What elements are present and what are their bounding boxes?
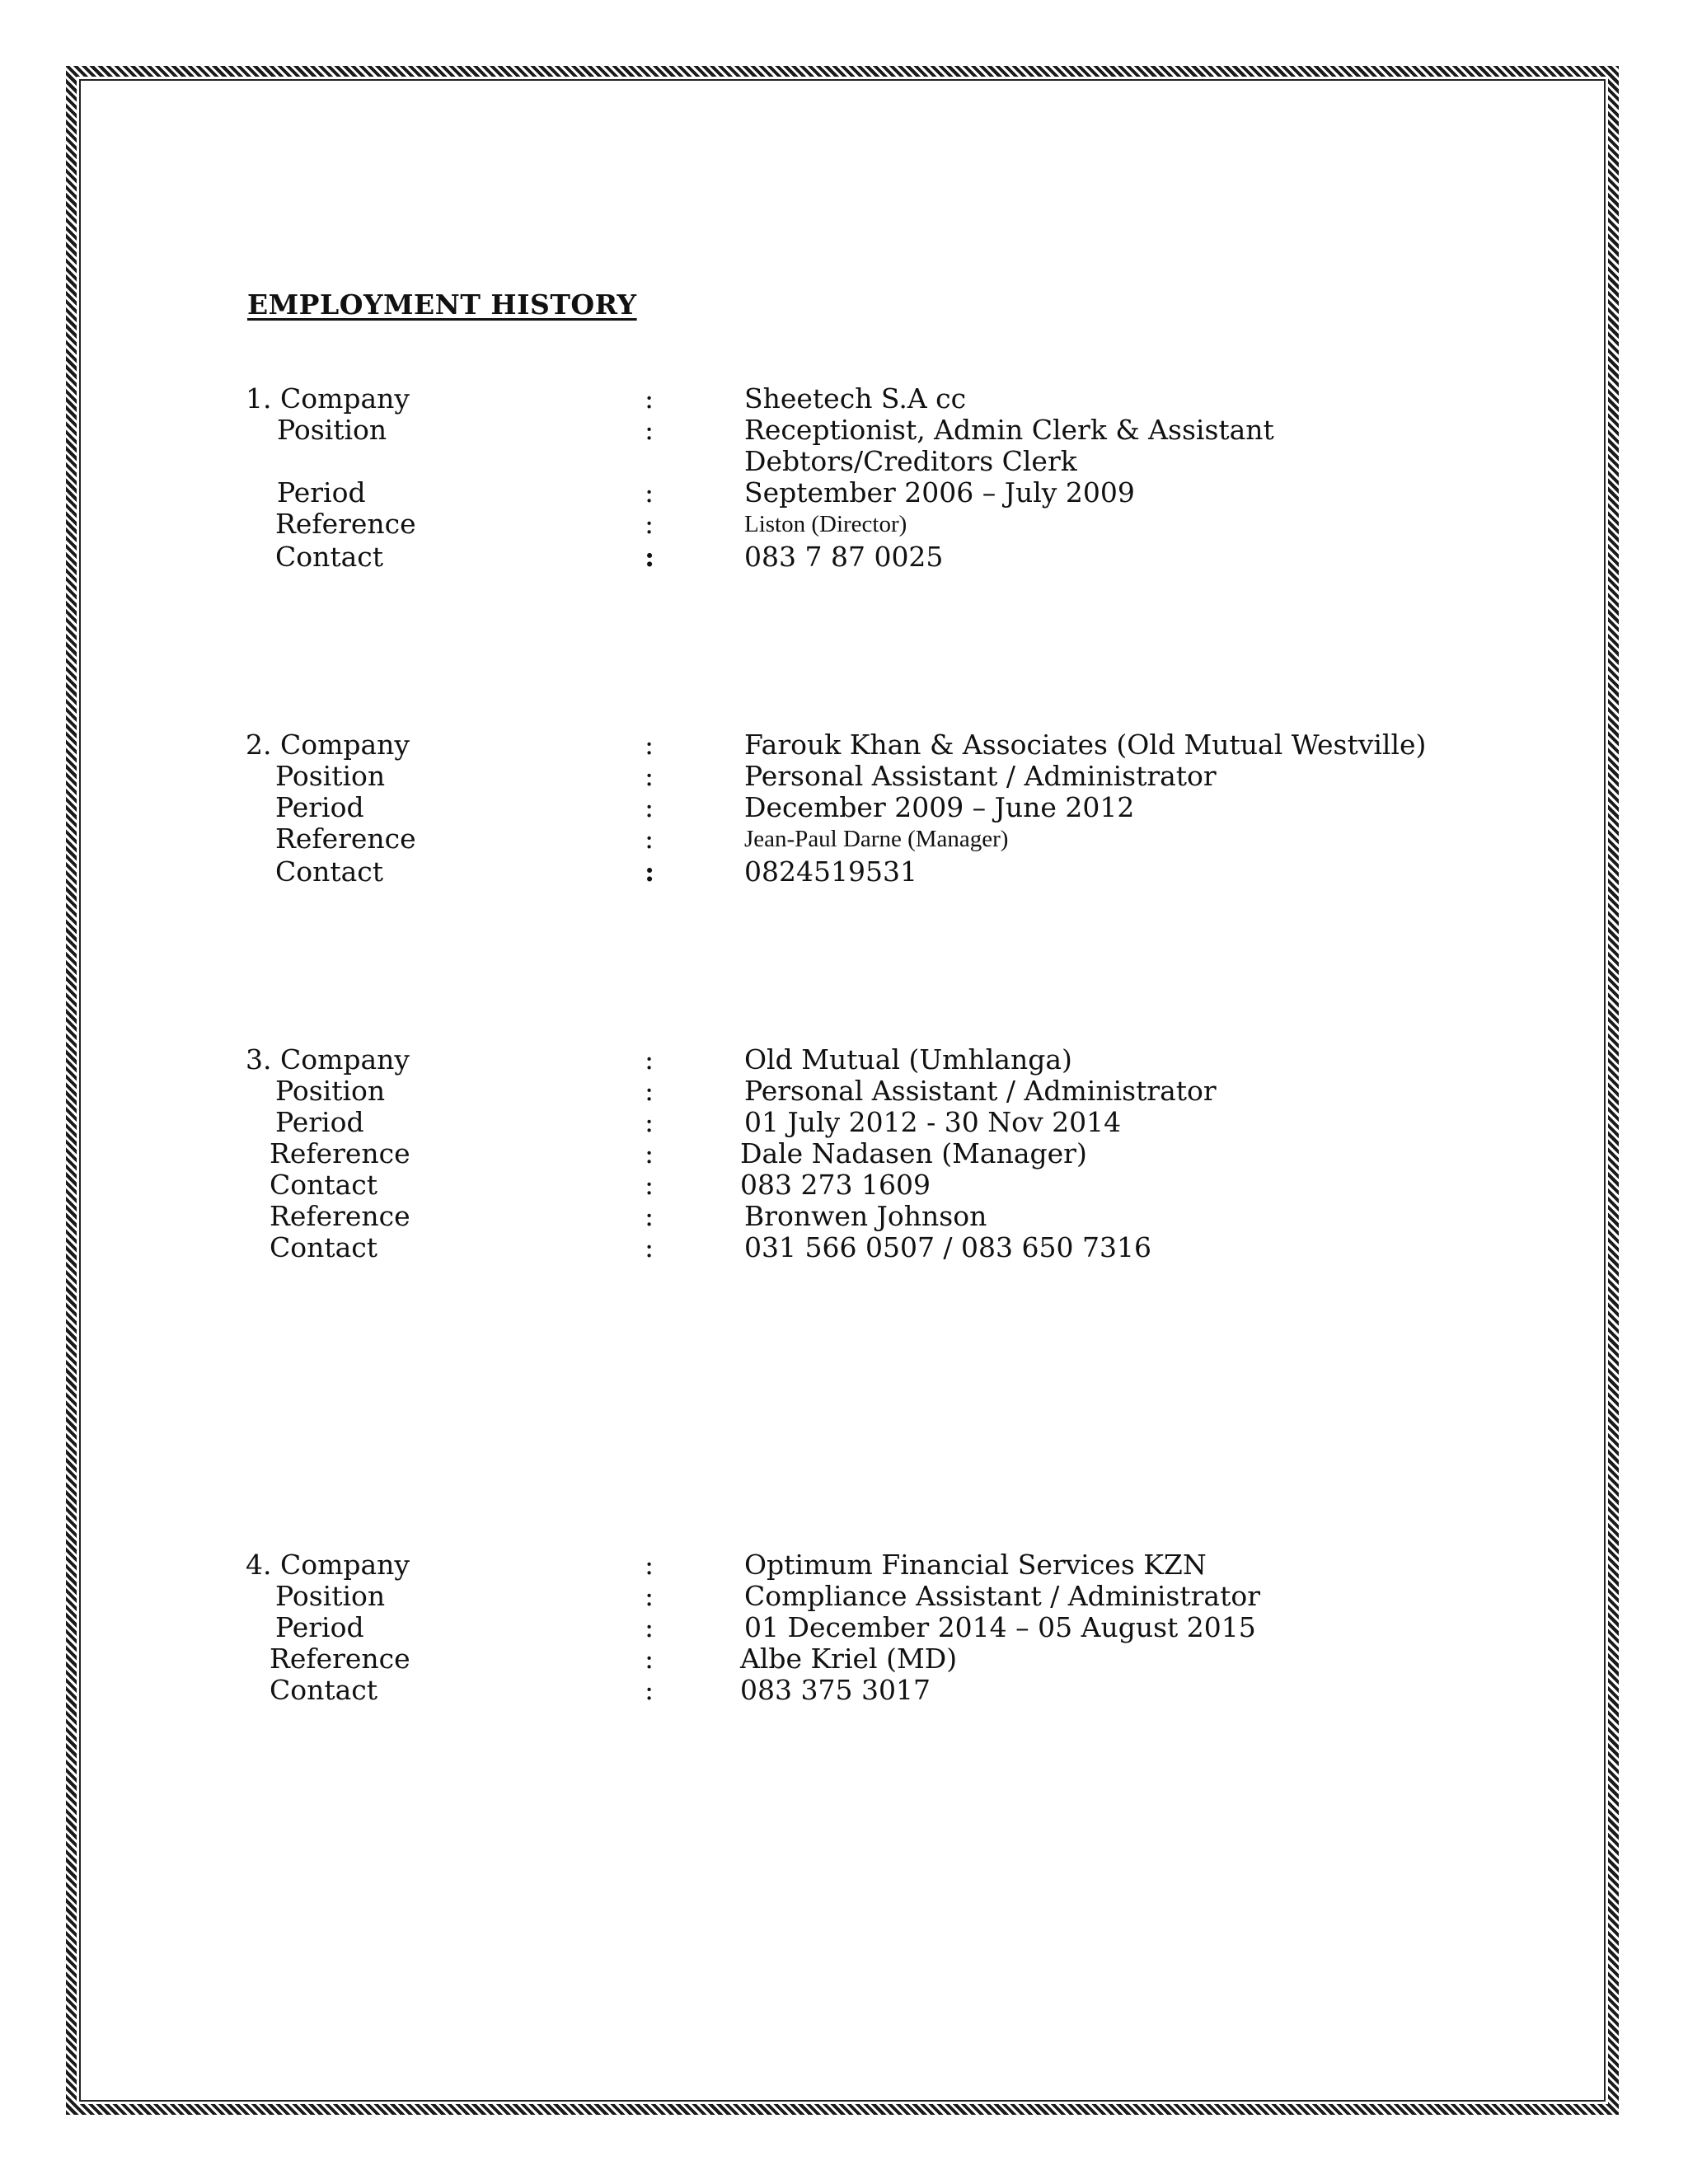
- separator: :: [645, 1549, 654, 1581]
- separator: :: [645, 1674, 654, 1706]
- contact-value: 0824519531: [744, 855, 917, 888]
- company-value: Sheetech S.A cc: [744, 382, 967, 415]
- reference-value: Jean-Paul Darne (Manager): [744, 826, 1009, 852]
- position-label: Position: [275, 1075, 386, 1107]
- job-1-position-row: [0, 415, 1688, 446]
- period-label: Period: [275, 1106, 364, 1138]
- separator: :: [645, 760, 654, 792]
- separator: :: [645, 1231, 654, 1263]
- separator: :: [645, 1643, 654, 1675]
- separator: :: [645, 1106, 654, 1138]
- position-value-line-2: Debtors/Creditors Clerk: [744, 445, 1077, 477]
- job-4-contact-row: [0, 1675, 1688, 1706]
- job-3-reference-row: [0, 1138, 1688, 1169]
- position-label: Position: [277, 414, 387, 446]
- separator: :: [645, 1611, 654, 1643]
- reference-label: Reference: [270, 1200, 410, 1232]
- separator: :: [645, 823, 654, 855]
- contact-value: 031 566 0507 / 083 650 7316: [744, 1231, 1151, 1263]
- job-2-period-row: [0, 792, 1688, 823]
- separator: :: [645, 855, 655, 888]
- period-label: Period: [275, 1611, 364, 1643]
- reference-label: Reference: [270, 1643, 410, 1675]
- job-2-contact-row: [0, 856, 1688, 888]
- job-2-position-row: [0, 761, 1688, 792]
- position-label: Position: [275, 760, 386, 792]
- separator: :: [645, 791, 654, 823]
- contact-value: 083 7 87 0025: [744, 541, 944, 573]
- reference-label: Reference: [275, 823, 416, 855]
- job-2-reference-row: [0, 823, 1688, 855]
- job-3-reference-2-row: [0, 1201, 1688, 1232]
- job-3-contact-2-row: [0, 1232, 1688, 1263]
- separator: :: [645, 1200, 654, 1232]
- period-value: September 2006 – July 2009: [744, 476, 1135, 509]
- job-3-position-row: [0, 1076, 1688, 1107]
- reference-value: Dale Nadasen (Manager): [740, 1137, 1087, 1169]
- position-value: Compliance Assistant / Administrator: [744, 1580, 1260, 1612]
- contact-label: Contact: [275, 855, 384, 888]
- job-1-reference-row: [0, 509, 1688, 540]
- separator: :: [645, 541, 655, 573]
- period-label: Period: [275, 791, 364, 823]
- contact-value: 083 375 3017: [740, 1674, 931, 1706]
- job-1-company-row: [0, 383, 1688, 415]
- position-label: Position: [275, 1580, 386, 1612]
- separator: :: [645, 382, 654, 415]
- job-4-position-row: [0, 1581, 1688, 1612]
- job-4-company-row: [0, 1549, 1688, 1581]
- period-value: 01 December 2014 – 05 August 2015: [744, 1611, 1256, 1643]
- contact-label: Contact: [275, 541, 384, 573]
- job-1-period-row: [0, 477, 1688, 509]
- separator: :: [645, 414, 654, 446]
- contact-label: Contact: [270, 1231, 378, 1263]
- job-3-company-row: [0, 1044, 1688, 1076]
- separator: :: [645, 1580, 654, 1612]
- company-label: 4. Company: [246, 1549, 410, 1581]
- company-label: 3. Company: [246, 1043, 410, 1076]
- position-value: Personal Assistant / Administrator: [744, 1075, 1217, 1107]
- separator: :: [645, 1043, 654, 1076]
- separator: :: [645, 508, 654, 540]
- reference-value: Albe Kriel (MD): [740, 1643, 958, 1675]
- job-4-reference-row: [0, 1643, 1688, 1675]
- job-3-period-row: [0, 1107, 1688, 1138]
- contact-value: 083 273 1609: [740, 1169, 931, 1201]
- contact-label: Contact: [270, 1169, 378, 1201]
- section-title: EMPLOYMENT HISTORY: [247, 288, 637, 321]
- position-value: Receptionist, Admin Clerk & Assistant: [744, 414, 1274, 446]
- job-1-contact-row: [0, 541, 1688, 573]
- period-value: 01 July 2012 - 30 Nov 2014: [744, 1106, 1122, 1138]
- job-2-company-row: [0, 729, 1688, 761]
- separator: :: [645, 729, 654, 761]
- separator: :: [645, 476, 654, 509]
- company-label: 2. Company: [246, 729, 410, 761]
- separator: :: [645, 1169, 654, 1201]
- reference-label: Reference: [275, 508, 416, 540]
- job-4-period-row: [0, 1612, 1688, 1643]
- position-value: Personal Assistant / Administrator: [744, 760, 1217, 792]
- contact-label: Contact: [270, 1674, 378, 1706]
- reference-value: Liston (Director): [744, 511, 907, 537]
- company-value: Farouk Khan & Associates (Old Mutual Westville): [744, 729, 1427, 761]
- job-1-position-row-continued: [0, 446, 1688, 477]
- company-value: Optimum Financial Services KZN: [744, 1549, 1207, 1581]
- reference-value: Bronwen Johnson: [744, 1200, 987, 1232]
- company-label: 1. Company: [246, 382, 410, 415]
- job-3-contact-row: [0, 1169, 1688, 1201]
- period-label: Period: [277, 476, 366, 509]
- period-value: December 2009 – June 2012: [744, 791, 1135, 823]
- separator: :: [645, 1137, 654, 1169]
- company-value: Old Mutual (Umhlanga): [744, 1043, 1072, 1076]
- reference-label: Reference: [270, 1137, 410, 1169]
- separator: :: [645, 1075, 654, 1107]
